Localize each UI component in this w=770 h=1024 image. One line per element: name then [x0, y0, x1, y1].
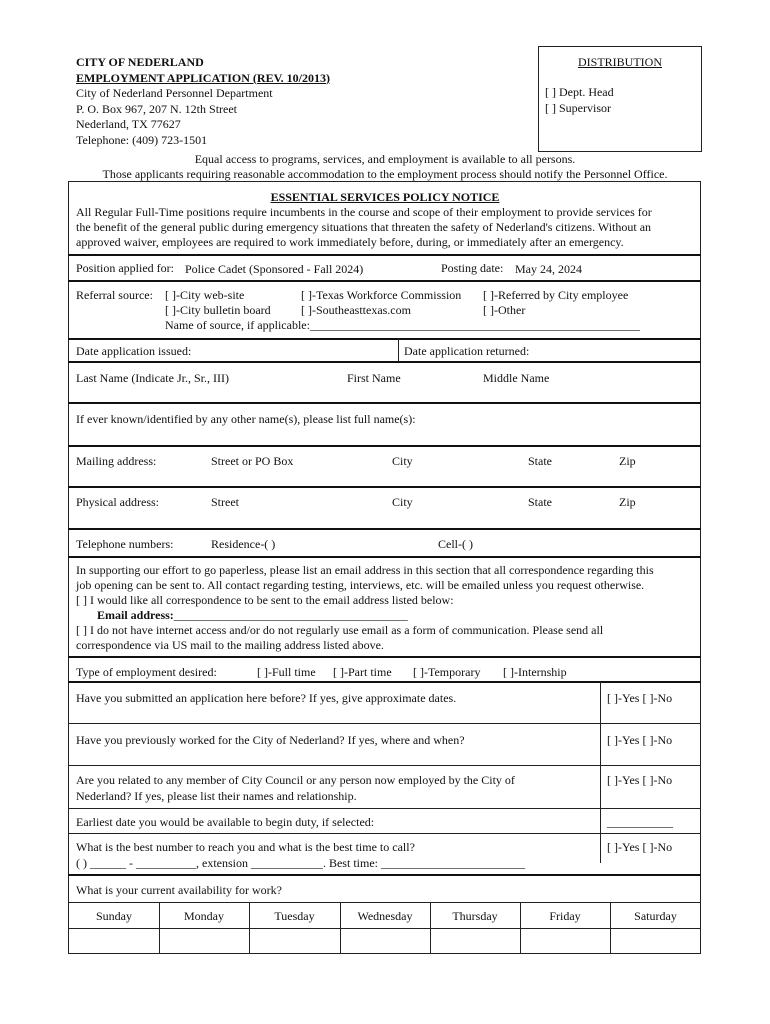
- availability-cell-friday[interactable]: [521, 929, 610, 953]
- divider: [68, 280, 701, 282]
- physical-street-label: Street: [211, 495, 239, 509]
- divider: [68, 402, 701, 404]
- divider: [68, 808, 701, 809]
- referral-name-source[interactable]: Name of source, if applicable:_______________________________________________________: [165, 318, 640, 332]
- divider: [68, 528, 701, 530]
- day-header-thursday: Thursday: [452, 909, 498, 923]
- divider: [68, 254, 701, 256]
- city-name: CITY OF NEDERLAND: [76, 55, 204, 69]
- divider: [398, 338, 399, 361]
- last-name-label: Last Name (Indicate Jr., Sr., III): [76, 371, 229, 385]
- distribution-box: [538, 46, 702, 152]
- related-yes-no[interactable]: [ ]-Yes [ ]-No: [607, 773, 673, 787]
- telephone-line: Telephone: (409) 723-1501: [76, 132, 208, 147]
- day-header-tuesday: Tuesday: [274, 909, 315, 923]
- distribution-dept-head[interactable]: [ ] Dept. Head: [545, 85, 614, 99]
- divider: [68, 486, 701, 488]
- earliest-date-field[interactable]: ___________: [607, 815, 673, 829]
- prior-application-yes-no[interactable]: [ ]-Yes [ ]-No: [607, 691, 673, 705]
- email-text: correspondence via US mail to the mailing address listed above.: [76, 638, 384, 652]
- availability-cell-sunday[interactable]: [69, 929, 159, 953]
- policy-line: approved waiver, employees are required to work immediately before, during, or immediately after an emergency.: [76, 235, 624, 249]
- telephone-numbers-label: Telephone numbers:: [76, 537, 174, 551]
- physical-zip-label: Zip: [619, 495, 636, 509]
- full-time-checkbox[interactable]: [ ]-Full time: [257, 665, 316, 679]
- mailing-street-label: Street or PO Box: [211, 454, 294, 468]
- address-line-2: Nederland, TX 77627: [76, 117, 181, 131]
- divider: [600, 681, 601, 863]
- divider: [68, 556, 701, 558]
- position-value[interactable]: Police Cadet (Sponsored - Fall 2024): [185, 262, 364, 276]
- prior-employment-yes-no[interactable]: [ ]-Yes [ ]-No: [607, 733, 673, 747]
- divider: [68, 361, 701, 363]
- divider: [68, 874, 701, 876]
- best-number-field[interactable]: ( ) ______ - __________, extension ____________. Best time: ________________________: [76, 856, 525, 870]
- policy-title: ESSENTIAL SERVICES POLICY NOTICE: [270, 190, 500, 204]
- residence-phone[interactable]: Residence-( ): [211, 537, 276, 551]
- day-header-monday: Monday: [184, 909, 224, 923]
- form-header: [76, 55, 330, 148]
- first-name-label: First Name: [347, 371, 401, 385]
- email-text: In supporting our effort to go paperless, please list an email address in this section that all correspondence regarding this: [76, 563, 654, 577]
- best-number-yes-no[interactable]: [ ]-Yes [ ]-No: [607, 840, 673, 854]
- date-returned-label: Date application returned:: [404, 344, 530, 358]
- email-section: [76, 563, 692, 653]
- divider: [68, 765, 701, 766]
- email-address-field[interactable]: _______________________________________: [173, 608, 408, 622]
- prior-employment-question: Have you previously worked for the City of Nederland? If yes, where and when?: [76, 733, 465, 747]
- posting-date-value[interactable]: May 24, 2024: [515, 262, 582, 276]
- divider: [68, 902, 701, 903]
- availability-cell-thursday[interactable]: [431, 929, 520, 953]
- referral-southeasttexas[interactable]: [ ]-Southeasttexas.com: [301, 303, 411, 317]
- policy-text: [76, 205, 692, 250]
- earliest-date-question: Earliest date you would be available to begin duty, if selected:: [76, 815, 375, 829]
- email-address-row: [76, 608, 692, 623]
- policy-line: the benefit of the general public during emergency situations that threaten the safety of Nederland's citizens. Without an: [76, 220, 652, 234]
- mailing-zip-label: Zip: [619, 454, 636, 468]
- temporary-checkbox[interactable]: [ ]-Temporary: [413, 665, 481, 679]
- policy-line: All Regular Full-Time positions require incumbents in the course and scope of their employment to provide services for: [76, 205, 652, 219]
- referral-label: Referral source:: [76, 288, 153, 302]
- availability-cell-saturday[interactable]: [611, 929, 700, 953]
- referral-other[interactable]: [ ]-Other: [483, 303, 526, 317]
- divider: [68, 833, 701, 834]
- referral-twc[interactable]: [ ]-Texas Workforce Commission: [301, 288, 462, 302]
- physical-state-label: State: [528, 495, 552, 509]
- day-header-wednesday: Wednesday: [357, 909, 413, 923]
- email-opt-in-checkbox[interactable]: [ ] I would like all correspondence to be sent to the email address listed below:: [76, 593, 454, 607]
- mailing-address-label: Mailing address:: [76, 454, 157, 468]
- part-time-checkbox[interactable]: [ ]-Part time: [333, 665, 392, 679]
- divider: [68, 723, 701, 724]
- mailing-city-label: City: [392, 454, 413, 468]
- email-address-label: Email address:: [97, 608, 174, 622]
- other-names-label: If ever known/identified by any other name(s), please list full name(s):: [76, 412, 416, 426]
- divider: [68, 681, 701, 683]
- day-header-sunday: Sunday: [96, 909, 132, 923]
- accommodation-notice: Those applicants requiring reasonable accommodation to the employment process should notify the Personnel Office.: [102, 167, 668, 181]
- availability-cell-wednesday[interactable]: [341, 929, 430, 953]
- referral-bulletin-board[interactable]: [ ]-City bulletin board: [165, 303, 271, 317]
- related-question: Are you related to any member of City Council or any person now employed by the City of: [76, 773, 515, 787]
- availability-cell-tuesday[interactable]: [250, 929, 340, 953]
- posting-date-label: Posting date:: [441, 261, 504, 275]
- availability-cell-monday[interactable]: [160, 929, 249, 953]
- mailing-state-label: State: [528, 454, 552, 468]
- divider: [68, 338, 701, 340]
- distribution-supervisor[interactable]: [ ] Supervisor: [545, 101, 611, 115]
- department-name: City of Nederland Personnel Department: [76, 86, 273, 100]
- middle-name-label: Middle Name: [483, 371, 550, 385]
- divider: [68, 445, 701, 447]
- best-number-question: What is the best number to reach you and what is the best time to call?: [76, 840, 415, 854]
- physical-city-label: City: [392, 495, 413, 509]
- email-text: job opening can be sent to. All contact regarding testing, interviews, etc. will be emailed unless you request otherwise.: [76, 578, 645, 592]
- availability-label: What is your current availability for work?: [76, 883, 282, 897]
- address-line-1: P. O. Box 967, 207 N. 12th Street: [76, 101, 238, 116]
- prior-application-question: Have you submitted an application here before? If yes, give approximate dates.: [76, 691, 457, 705]
- equal-access-notice: Equal access to programs, services, and employment is available to all persons.: [194, 152, 576, 166]
- form-title: EMPLOYMENT APPLICATION (REV. 10/2013): [76, 70, 331, 85]
- date-issued-label: Date application issued:: [76, 344, 192, 358]
- divider: [68, 656, 701, 658]
- referral-city-employee[interactable]: [ ]-Referred by City employee: [483, 288, 629, 302]
- employment-type-label: Type of employment desired:: [76, 665, 217, 679]
- referral-city-website[interactable]: [ ]-City web-site: [165, 288, 245, 302]
- distribution-title: DISTRIBUTION: [578, 55, 662, 69]
- email-opt-out-checkbox[interactable]: [ ] I do not have internet access and/or do not regularly use email as a form of communication. Please send all: [76, 623, 604, 637]
- related-question-2: Nederland? If yes, please list their names and relationship.: [76, 789, 357, 803]
- cell-phone[interactable]: Cell-( ): [438, 537, 473, 551]
- position-label: Position applied for:: [76, 261, 174, 275]
- day-header-saturday: Saturday: [634, 909, 677, 923]
- internship-checkbox[interactable]: [ ]-Internship: [503, 665, 567, 679]
- day-header-friday: Friday: [549, 909, 581, 923]
- physical-address-label: Physical address:: [76, 495, 159, 509]
